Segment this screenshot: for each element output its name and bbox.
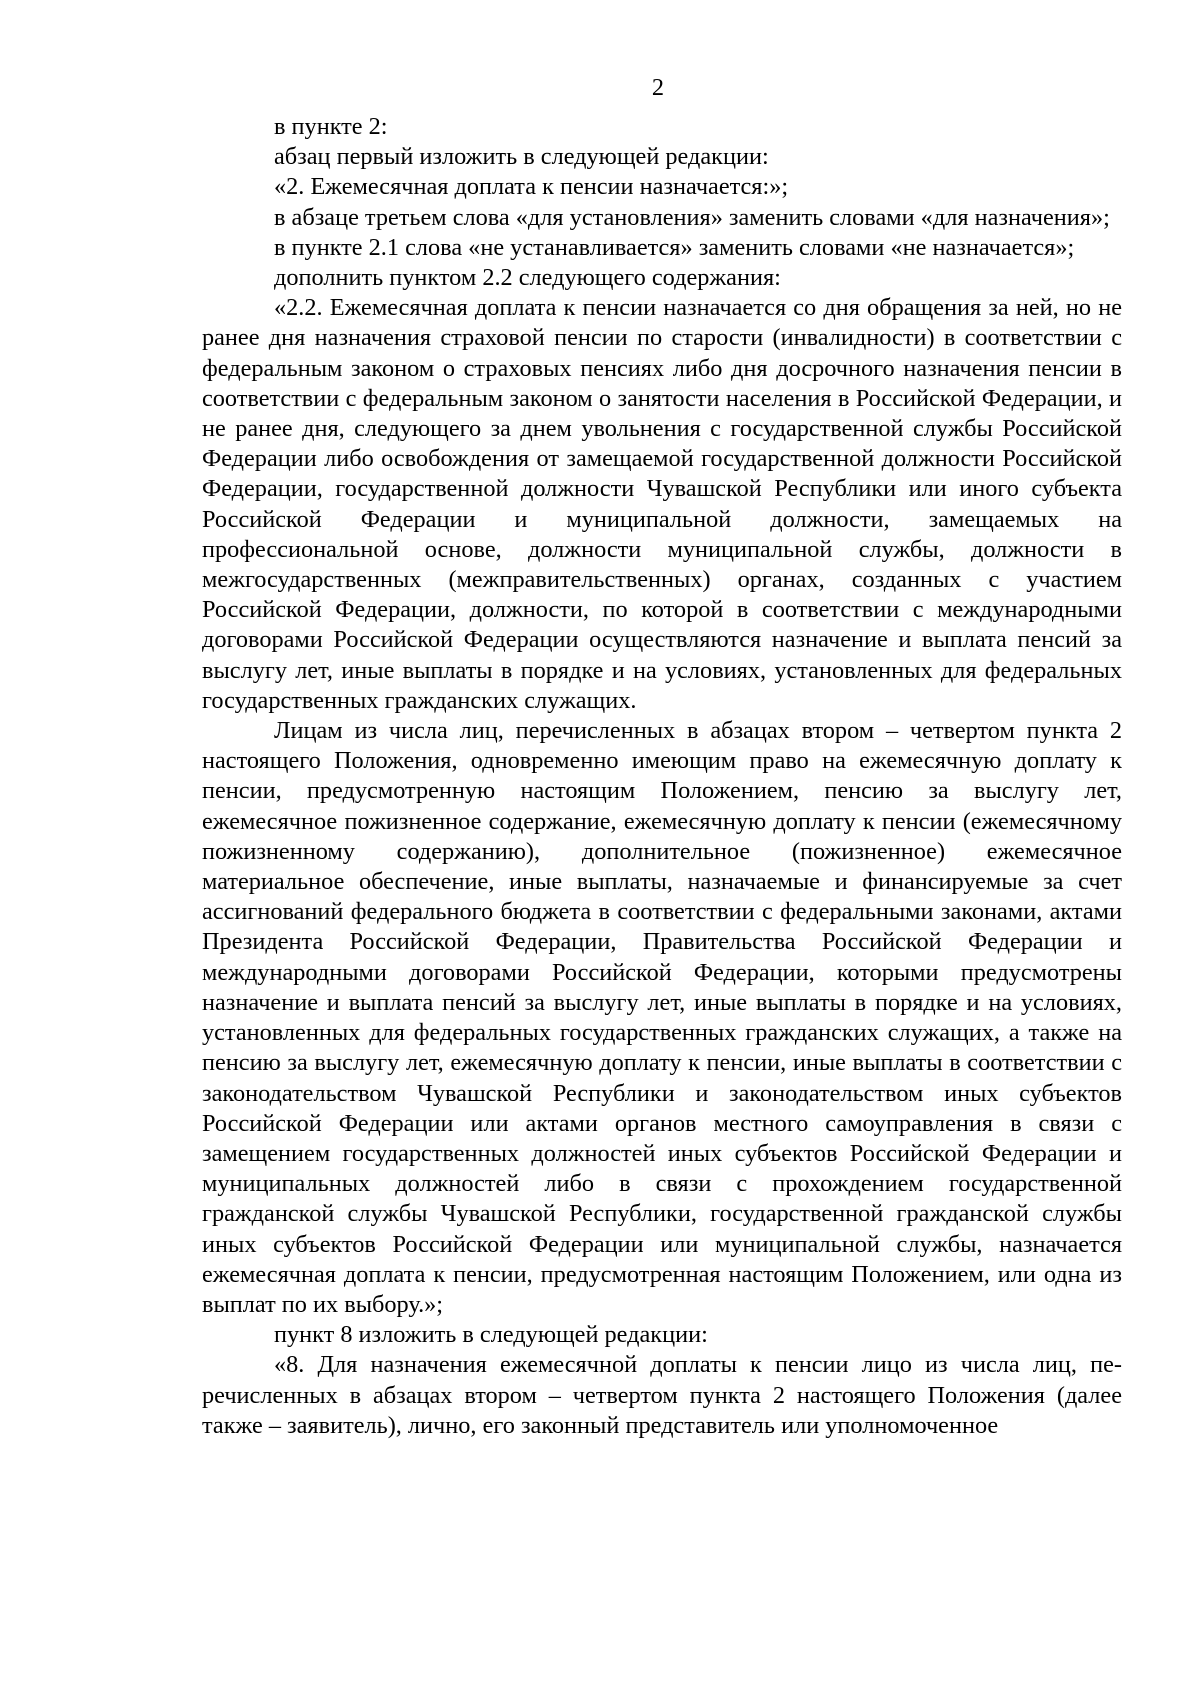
paragraph: абзац первый изложить в следующей редакции:: [274, 143, 769, 171]
paragraph: в пункте 2.1 слова «не устанавливается» заменить словами «не назначается»;: [274, 233, 1075, 261]
paragraph: пункт 8 изложить в следующей редакции:: [274, 1321, 708, 1349]
paragraph: в пункте 2:: [274, 113, 388, 140]
paragraph: «2.2. Ежемесячная доплата к пенсии назначается со дня обращения за ней, но не ранее дня назначения страховой пенсии по старости (инвалидности) в соответствии с федеральным законом о страховых пенсиях либо дня досрочного назначения пенсии в соответствии с федеральным законом о занятости населения в Российской Федерации, и не ранее дня, следующего за днем увольнения с государственной службы Российской Федерации либо освобождения от замещаемой государственной должности Российской Федерации, государственной должности Чувашской Республики или иного субъекта Российской Федерации и муниципальной должности, замещаемых на профессиональной основе, должности муниципальной службы, должности в межгосударственных (межправительственных) органах, созданных с участием Российской Федерации, должности, по которой в соответствии с международными договорами Российской Федерации осуществляются назначение и выплата пенсий за выслугу лет, иные выплаты в порядке и на условиях, установленных для федеральных государственных гражданских служащих.: [202, 294, 1122, 714]
paragraph: в абзаце третьем слова «для установления» заменить словами «для назначения»;: [274, 203, 1110, 231]
page-number: 2: [651, 74, 665, 101]
paragraph: дополнить пунктом 2.2 следующего содержания:: [274, 264, 781, 292]
paragraph: «2. Ежемесячная доплата к пенсии назначается:»;: [274, 173, 789, 201]
paragraph: «8. Для назначения ежемесячной доплаты к пенсии лицо из числа лиц, перечисленных в абзацах втором – четвертом пункта 2 настоящего Положения (далее также – заявитель), лично, его законный представитель или уполномоченное: [202, 1351, 1122, 1439]
paragraph: Лицам из числа лиц, перечисленных в абзацах втором – четвертом пункта 2 настоящего Положения, одновременно имеющим право на ежемесячную доплату к пенсии, предусмотренную настоящим Положением, пенсию за выслугу лет, ежемесячное пожизненное содержание, ежемесячную доплату к пенсии (ежемесячному пожизненному содержанию), дополнительное (пожизненное) ежемесячное материальное обеспечение, иные выплаты, назначаемые и финансируемые за счет ассигнований федерального бюджета в соответствии с федеральными законами, актами Президента Российской Федерации, Правительства Российской Федерации и международными договорами Российской Федерации, которыми предусмотрены назначение и выплата пенсий за выслугу лет, иные выплаты в порядке и на условиях, установленных для федеральных государственных гражданских служащих, а также на пенсию за выслугу лет, ежемесячную доплату к пенсии, иные выплаты в соответствии с законодательством Чувашской Республики и законодательством иных субъектов Российской Федерации или актами органов местного самоуправления в связи с замещением государственных должностей иных субъектов Российской Федерации и муниципальных должностей либо в связи с прохождением государственной гражданской службы Чувашской Республики, государственной гражданской службы иных субъектов Российской Федерации или муниципальной службы, назначается ежемесячная доплата к пенсии, предусмотренная настоящим Положением, или одна из выплат по их выбору.»;: [202, 717, 1122, 1318]
document-body: [202, 112, 1122, 1441]
